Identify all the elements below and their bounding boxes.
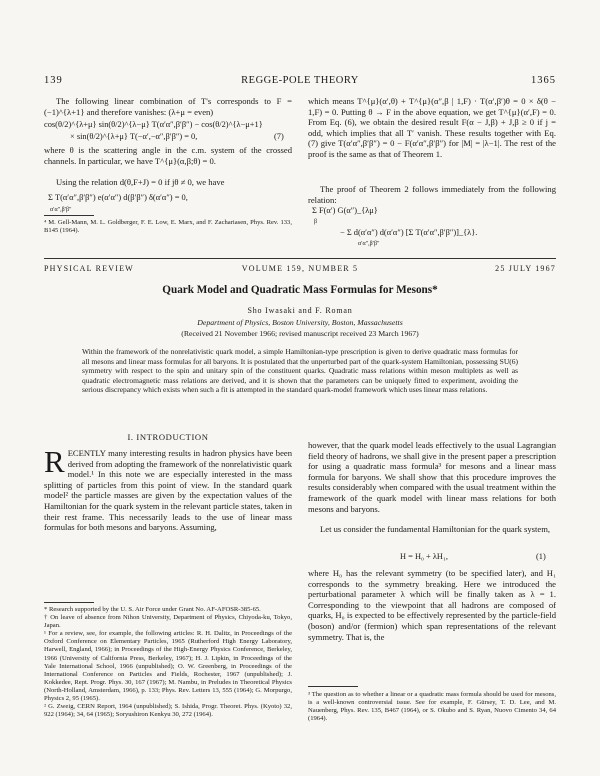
top-left-para-3: Using the relation d(θ,F+J) = 0 if jθ ≠ 0, we have xyxy=(56,177,225,187)
journal-date: 25 JULY 1967 xyxy=(495,264,556,273)
page-number-left: 139 xyxy=(44,75,63,86)
page-number-right: 1365 xyxy=(531,75,556,86)
footnotes-left xyxy=(44,606,292,719)
footnote-right-1: ³ The question as to whether a linear or a quadratic mass formula should be used for mesons, is a well-known controversial issue. See for example, F. Gürsey, T. D. Lee, and M. Nauenberg, Phys. Rev. 135, B467 (1964), or S. Okubo and S. Ryan, Nuovo Cimento 34, 64 (1964). xyxy=(308,691,556,723)
intro-right-text-2: Let us consider the fundamental Hamiltonian for the quark system, xyxy=(320,524,551,534)
footnote-divider xyxy=(44,215,94,216)
article-affiliation: Department of Physics, Boston University, Boston, Massachusetts xyxy=(197,318,403,327)
equation-theorem-2-right: − Σ d(α′α″) d(α′α″) [Σ T(α′α″,β′β″)]_{λ}. xyxy=(340,228,478,237)
article-abstract: Within the framework of the nonrelativistic quark model, a simple Hamiltonian-type prescription is given to derive quadratic mass formulas for all mesons and linear mass formulas for all baryons. It is postulated that the unperturbed part of the quark-system Hamiltonian, possessing SU(6) symmetry with respect to the spin and unitary spin of the constituent quarks. Quadratic mass relations within meson multiplets as well as quadratic electromagnetic mass relations are derived, and it is shown that the parameters can be uniquely fitted to experiment, avoiding the serious discrepancy which exists when such a fit is attempted in the standard quark-model framework which uses linear mass relations. xyxy=(82,347,518,395)
article-authors: Sho Iwasaki and F. Roman xyxy=(247,306,353,315)
running-title: REGGE-POLE THEORY xyxy=(241,75,359,86)
intro-right-text-3: where H₀ has the relevant symmetry (to be specified later), and H₁ corresponds to the symmetry breaking. Here we introduced the perturbational parameter λ which will be finally taken as λ = 1. Corresponding to the viewpoint that all hadrons are composed of quarks, H₀ is expected to be effectively represented by the particle-field (boson) and/or (fermion) which span representations of the relevant symmetry. That is, the xyxy=(308,568,556,642)
equation-sum-zero: Σ T(α′α″,β′β″) e(α′α″) d(β′β″) δ(α′α″) = 0, xyxy=(48,193,188,202)
intro-left-body: ECENTLY many interesting results in hadron physics have been derived from adopting the framework of the nonrelativistic quark model.¹ In this note we are especially interested in the mass splitting of particles from this point of view. In the standard quark model² the particle masses are given by the expectation values of the Hamiltonian for the quark system in the relevant particle states, taken in their rest frame. This necessarily leads to the use of linear mass formulas for both mesons and baryons. Assuming, xyxy=(44,448,293,533)
journal-name: PHYSICAL REVIEW xyxy=(44,264,134,273)
equation-theorem-2-left: Σ F(α′) G(α″)_{λμ} xyxy=(312,206,378,215)
top-right-para-1: which means T^{μ}(α′,θ) + T^{μ}(α″,β | 1,F) · T(α′,β′)θ = 0 × δ(θ − 1,F) = 0. Putting θ → F in the above equation, we get T^{μ}(α′,F) = 0. From Eq. (6), we obtain the desired result F(α − J,β) + J,β ≥ 0 if j = odd, which implies that all T′ vanish. These results together with Eq. (7) give T(α′α″,β′β″) = 0 − F(α′α″,β′β″) for |M| = |λ−1|. The rest of the proof is the same as that of Theorem 1. xyxy=(308,96,556,159)
intro-left-text xyxy=(44,444,293,533)
top-right-para-2: The proof of Theorem 2 follows immediately from the following relation: xyxy=(308,184,556,205)
footnote-left-4: ² G. Zweig, CERN Report, 1964 (unpublished); S. Ishida, Progr. Theoret. Phys. (Kyoto) 32, 922 (1964); 34, 64 (1965); Soryushiron Kenkyu 30, 272 (1964). xyxy=(44,703,292,719)
article-title: Quark Model and Quadratic Mass Formulas for Mesons* xyxy=(162,284,438,296)
footnote-divider-right xyxy=(308,686,358,687)
footnote-left-2: † On leave of absence from Nihon University, Department of Physics, Chiyoda-ku, Tokyo, Japan. xyxy=(44,614,292,630)
top-left-footnote: ⁴ M. Gell-Mann, M. L. Goldberger, F. E. Low, E. Marx, and F. Zachariasen, Phys. Rev. 133, B145 (1964). xyxy=(44,219,292,235)
equation-7-number: (7) xyxy=(274,132,284,141)
equation-7-line-1: cos(θ/2)^{λ+μ} sin(θ/2)^{λ−μ} T(α′α″,β′β″) − cos(θ/2)^{λ−μ+1} xyxy=(44,120,263,129)
footnote-divider-left xyxy=(44,602,94,603)
equation-sum-zero-subscript: α′α″,β′β″ xyxy=(50,207,72,213)
article-received: (Received 21 November 1966; revised manuscript received 23 March 1967) xyxy=(181,329,419,338)
equation-7-line-2: × sin(θ/2)^{λ+μ} T(−α′,−α″,β′β″) = 0, xyxy=(70,132,198,141)
drop-cap: R xyxy=(44,444,65,479)
footnote-left-3: ¹ For a review, see, for example, the following articles: R. H. Dalitz, in Proceedings of the Oxford Conference on Elementary Particles, 1965 (Rutherford High Energy Laboratory, Harwell, England, 1966); in Proceedings of the High-Energy Physics Conference, Berkeley, 1966 (University of California Press, Berkeley, 1967); H. J. Lipkin, in Proceedings of the Yale International School, 1966 (unpublished); O. W. Greenberg, in Proceedings of the International Conference on Particles and Fields, Rochester, 1967 (unpublished); J. Kokkedee, Rept. Progr. Phys. 30, 167 (1967); M. Nambu, in Preludes in Theoretical Physics (North-Holland, Amsterdam, 1966), p. 133; Phys. Rev. Letters 13, 555 (1964); G. Morpurgo, Physics 2, 95 (1965). xyxy=(44,630,292,703)
equation-1: H = H₀ + λH₁, xyxy=(400,552,448,561)
journal-rule-top xyxy=(44,258,556,259)
equation-1-number: (1) xyxy=(536,552,546,561)
top-left-para-1: The following linear combination of T's corresponds to F = (−1)^{λ+1} and therefore vanishes: (λ+μ = even) xyxy=(44,96,292,117)
equation-theorem-2-right-subscript: α′α″,β′β″ xyxy=(358,241,380,247)
intro-right-text-1: however, that the quark model leads effectively to the usual Lagrangian field theory of hadrons, we shall give in the present paper a prescription for using a quadratic mass formula³ for mesons and a linear mass formula for baryons. We shall show that this procedure improves the results considerably when compared with the usual treatment within the framework of the quark model with linear mass relations for both mesons and baryons. xyxy=(308,440,556,514)
top-left-para-2: where θ is the scattering angle in the c.m. system of the crossed channels. In particular, we have T^{μ}(α,β;θ) = 0. xyxy=(44,145,292,166)
equation-theorem-2-left-subscript: β xyxy=(314,219,318,225)
section-heading: I. INTRODUCTION xyxy=(127,432,209,442)
footnote-left-1: * Research supported by the U. S. Air Force under Grant No. AF-AFOSR-385-65. xyxy=(44,606,261,613)
journal-volume: VOLUME 159, NUMBER 5 xyxy=(241,264,359,273)
